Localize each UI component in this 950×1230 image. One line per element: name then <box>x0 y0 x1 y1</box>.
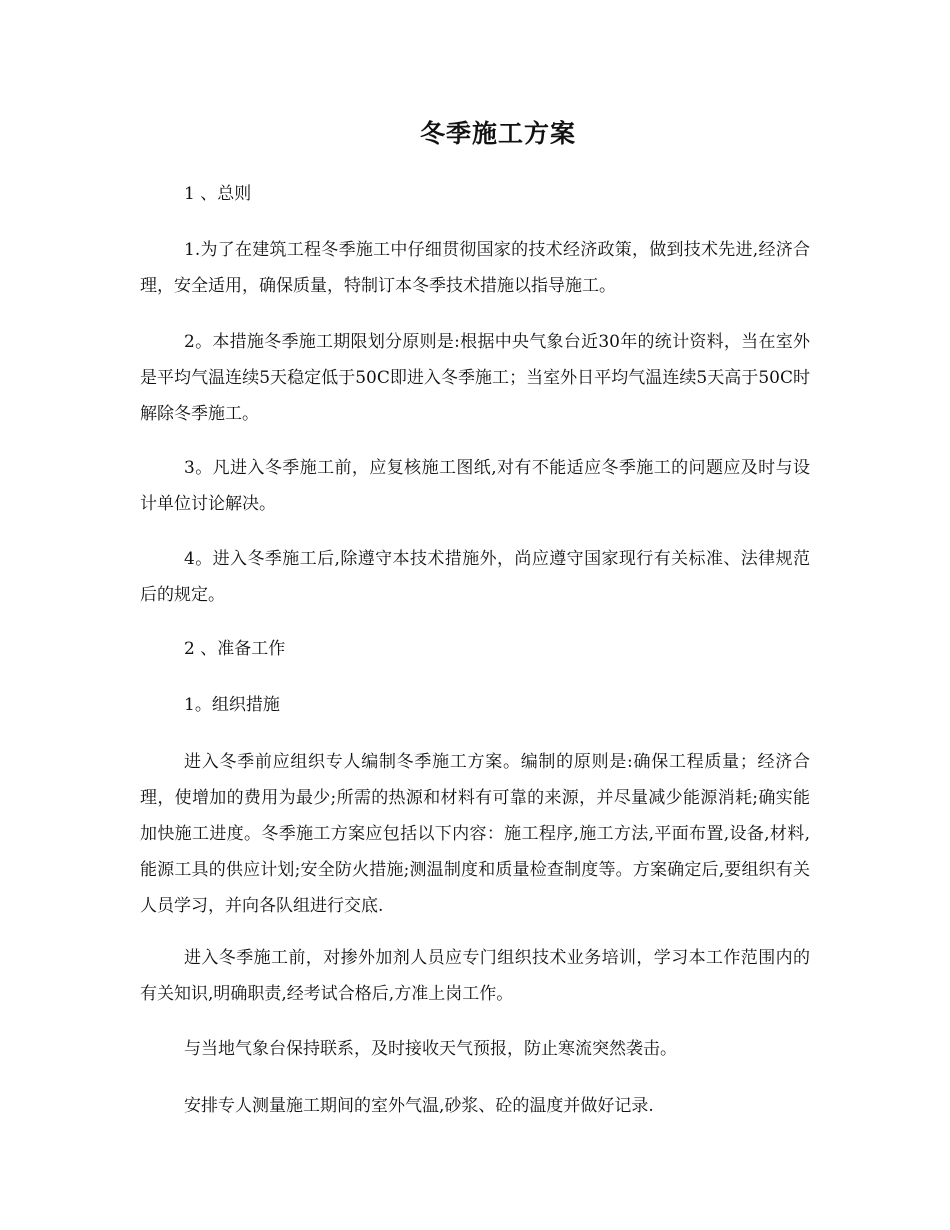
paragraph-4: 4。进入冬季施工后,除遵守本技术措施外，尚应遵守国家现行有关标准、法律规范后的规定。 <box>140 549 810 605</box>
paragraph-3: 3。凡进入冬季施工前，应复核施工图纸,对有不能适应冬季施工的问题应及时与设计单位讨论解决。 <box>140 458 810 514</box>
section-heading-general: 1 、总则 <box>184 184 252 204</box>
paragraph-2: 2。本措施冬季施工期限划分原则是:根据中央气象台近30年的统计资料，当在室外是平均气温连续5天稳定低于50C即进入冬季施工；当室外日平均气温连续5天高于50C时解除冬季施工。 <box>140 332 810 424</box>
paragraph-temperature: 安排专人测量施工期间的室外气温,砂浆、砼的温度并做好记录. <box>184 1096 654 1116</box>
document-title: 冬季施工方案 <box>419 119 576 148</box>
paragraph-training: 进入冬季施工前，对掺外加剂人员应专门组织技术业务培训，学习本工作范围内的有关知识,明确职责,经考试合格后,方准上岗工作。 <box>140 948 810 1004</box>
paragraph-1: 1.为了在建筑工程冬季施工中仔细贯彻国家的技术经济政策，做到技术先进,经济合理，安全适用，确保质量，特制订本冬季技术措施以指导施工。 <box>140 240 810 296</box>
subheading-organization: 1。组织措施 <box>184 695 280 715</box>
paragraph-weather: 与当地气象台保持联系，及时接收天气预报，防止寒流突然袭击。 <box>184 1039 677 1059</box>
paragraph-plan: 进入冬季前应组织专人编制冬季施工方案。编制的原则是:确保工程质量；经济合理，使增加的费用为最少;所需的热源和材料有可靠的来源，并尽量减少能源消耗;确实能加快施工进度。冬季施工方案应包括以下内容：施工程序,施工方法,平面布置,设备,材料,能源工具的供应计划;安全防火措施;测温制度和质量检查制度等。方案确定后,要组织有关人员学习，并向各队组进行交底. <box>140 752 810 916</box>
section-heading-preparation: 2 、准备工作 <box>184 639 286 659</box>
